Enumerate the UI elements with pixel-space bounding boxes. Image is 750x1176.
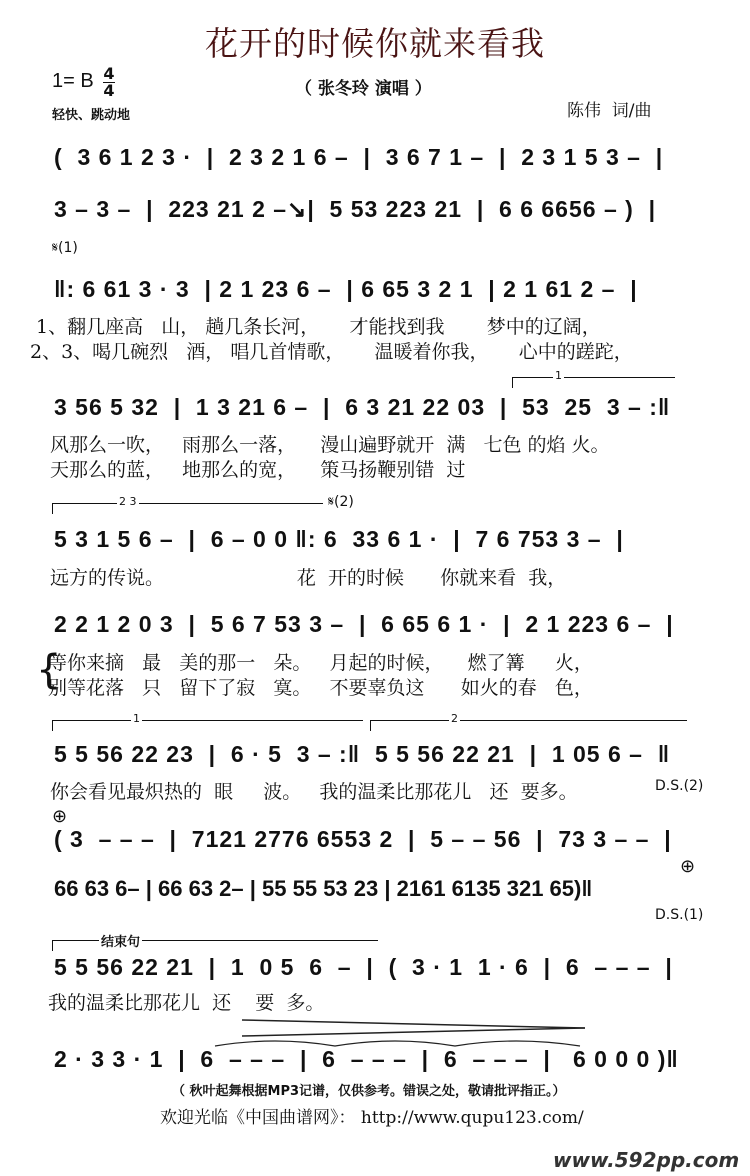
- score-row-9: 66 63 6– | 66 63 2– | 55 55 53 23 | 2161 6135 321 65)‖: [54, 876, 593, 901]
- score-row-4: 3 56 5 32 | 1 3 21 6 – | 6 3 21 22 03 | 53 25 3 – :‖: [54, 394, 671, 420]
- score-row-5: 5 3 1 5 6 – | 6 – 0 0 ‖: 6 33 6 1 · | 7 6 753 3 – |: [54, 526, 624, 552]
- coda-icon: ⊕: [52, 806, 68, 827]
- score-row-6: 2 2 1 2 0 3 | 5 6 7 53 3 – | 6 65 6 1 · | 2 1 223 6 – |: [54, 611, 674, 637]
- lyrics-row-4-verse-1: 风那么一吹， 雨那么一落， 漫山遍野就开 满 七色 的焰 火。: [50, 434, 610, 456]
- watermark: www.592pp.com: [553, 1148, 740, 1172]
- singer: （ 张冬玲 演唱 ）: [295, 79, 432, 99]
- lyrics-row-6-verse-1: 等你来摘 最 美的那一 朵。 月起的时候， 燃了篝 火，: [48, 652, 593, 674]
- time-signature: [103, 66, 115, 99]
- volta-1: 1: [512, 377, 675, 388]
- segno-icon-2: 𝄋(2): [328, 494, 354, 510]
- key-signature: 1= B: [52, 70, 94, 92]
- score-row-1: ( 3 6 1 2 3 · | 2 3 2 1 6 – | 3 6 7 1 – | 2 3 1 5 3 – |: [54, 144, 664, 170]
- ds-2-marking: D.S.(2): [655, 778, 704, 794]
- score-row-3: ‖: 6 61 3 · 3 | 2 1 23 6 – | 6 65 3 2 1 | 2 1 61 2 – |: [54, 276, 638, 302]
- lyrics-row-5: 远方的传说。 花 开的时候 你就来看 我，: [50, 567, 567, 589]
- transcription-note: （ 秋叶起舞根据MP3记谱，仅供参考。错误之处，敬请批评指正。）: [172, 1084, 566, 1099]
- ds-1-marking: D.S.(1): [655, 907, 704, 923]
- time-bottom: 4: [103, 81, 115, 100]
- score-row-8: ( 3 – – – | 7121 2776 6553 2 | 5 – – 56 | 73 3 – – |: [54, 826, 672, 852]
- lyrics-row-6-verse-2: 别等花落 只 留下了寂 寞。 不要辜负这 如火的春 色，: [48, 677, 593, 699]
- lyrics-row-10: 我的温柔比那花儿 还 要 多。: [48, 992, 325, 1014]
- segno-icon: 𝄋(1): [52, 240, 78, 256]
- volta-1b: 1: [52, 720, 363, 731]
- tempo-marking: 轻快、跳动地: [52, 108, 131, 123]
- diminuendo-and-ties: [210, 1018, 590, 1048]
- score-row-2: 3 – 3 – | 223 21 2 –↘| 5 53 223 21 | 6 6 6656 – ) |: [54, 196, 657, 222]
- website-credit: 欢迎光临《中国曲谱网》： http://www.qupu123.com/: [160, 1108, 584, 1128]
- time-top: 4: [103, 64, 115, 83]
- score-row-11: 2 · 3 3 · 1 | 6 – – – | 6 – – – | 6 – – – | 6 0 0 0 )‖: [54, 1046, 679, 1072]
- brace-icon: {: [36, 647, 62, 693]
- score-row-10: 5 5 56 22 21 | 1 0 5 6 – | ( 3 · 1 1 · 6 | 6 – – – |: [54, 954, 673, 980]
- lyrics-row-7: 你会看见最炽热的 眼 波。 我的温柔比那花儿 还 要多。: [50, 781, 578, 803]
- coda-icon-2: ⊕: [680, 856, 696, 877]
- volta-2: 2: [370, 720, 687, 731]
- volta-2-3: 2 3: [52, 503, 323, 514]
- lyrics-row-3-verse-2: 2、3、喝几碗烈 酒， 唱几首情歌， 温暖着你我， 心中的蹉跎，: [30, 341, 633, 363]
- lyrics-row-4-verse-2: 天那么的蓝， 地那么的宽， 策马扬鞭别错 过: [50, 459, 466, 481]
- lyrics-row-3-verse-1: 1、翻几座高 山， 趟几条长河， 才能找到我 梦中的辽阔，: [30, 316, 601, 338]
- author: 陈伟 词/曲: [567, 101, 652, 121]
- score-row-7: 5 5 56 22 23 | 6 · 5 3 – :‖ 5 5 56 22 21 | 1 05 6 – ‖: [54, 741, 671, 767]
- song-title: 花开的时候你就来看我: [205, 24, 545, 63]
- ending-bracket: 结束句: [52, 940, 378, 951]
